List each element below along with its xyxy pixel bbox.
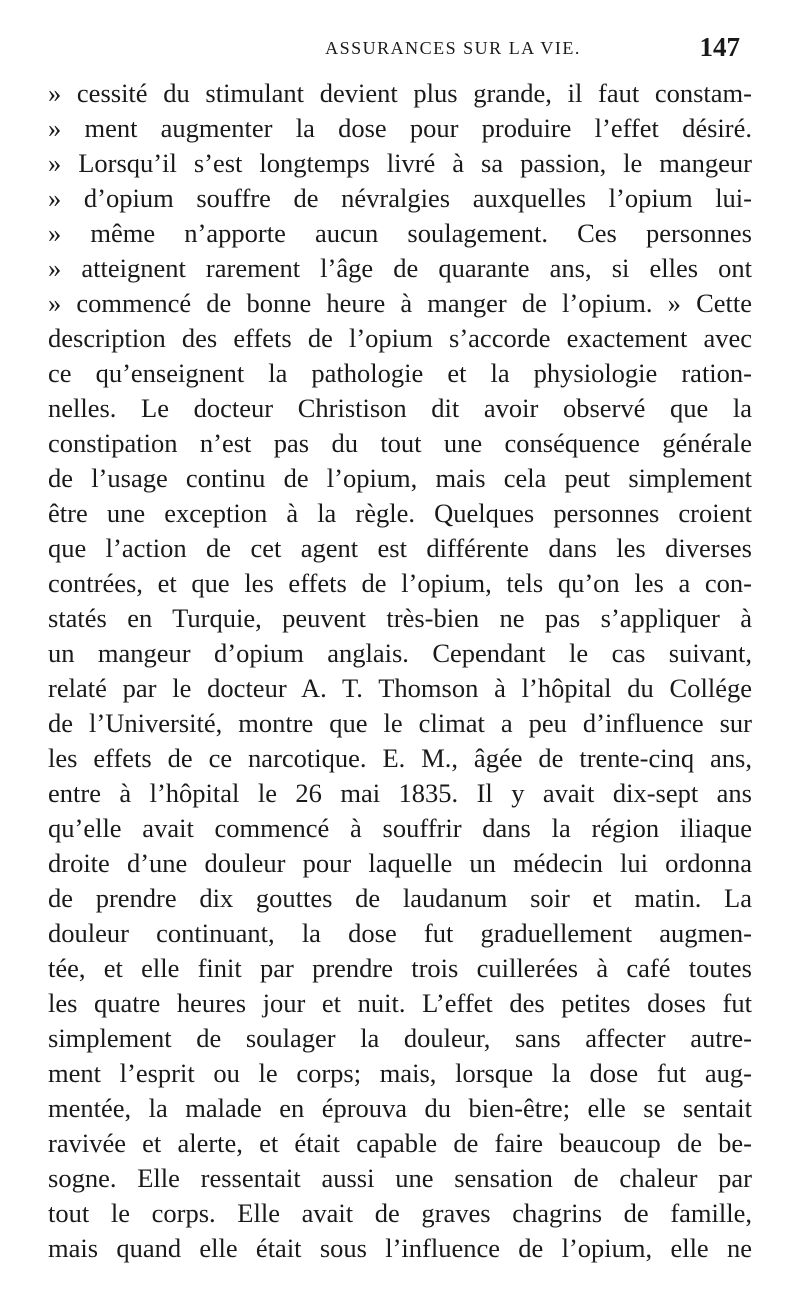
text-line: les quatre heures jour et nuit. L’effet des petites doses fut: [48, 988, 752, 1018]
page-header: [48, 30, 752, 70]
text-line: statés en Turquie, peuvent très-bien ne pas s’appliquer à: [48, 603, 752, 633]
text-line: » commencé de bonne heure à manger de l’opium. » Cette: [48, 288, 752, 318]
text-line: ce qu’enseignent la pathologie et la physiologie ration-: [48, 358, 752, 388]
text-line: » cessité du stimulant devient plus grande, il faut constam-: [48, 78, 752, 108]
text-line: tée, et elle finit par prendre trois cuillerées à café toutes: [48, 953, 752, 983]
text-line: » Lorsqu’il s’est longtemps livré à sa passion, le mangeur: [48, 148, 752, 178]
text-line: un mangeur d’opium anglais. Cependant le cas suivant,: [48, 638, 752, 668]
text-line: » atteignent rarement l’âge de quarante ans, si elles ont: [48, 253, 752, 283]
text-line: droite d’une douleur pour laquelle un médecin lui ordonna: [48, 848, 752, 878]
body-text: [48, 76, 752, 1266]
text-line: » même n’apporte aucun soulagement. Ces personnes: [48, 218, 752, 248]
text-line: mais quand elle était sous l’influence de l’opium, elle ne: [48, 1233, 752, 1263]
text-line: de prendre dix gouttes de laudanum soir et matin. La: [48, 883, 752, 913]
text-line: » d’opium souffre de névralgies auxquelles l’opium lui-: [48, 183, 752, 213]
text-line: entre à l’hôpital le 26 mai 1835. Il y avait dix-sept ans: [48, 778, 752, 808]
text-line: que l’action de cet agent est différente dans les diverses: [48, 533, 752, 563]
text-line: description des effets de l’opium s’accorde exactement avec: [48, 323, 752, 353]
text-line: constipation n’est pas du tout une conséquence générale: [48, 428, 752, 458]
text-line: de l’usage continu de l’opium, mais cela peut simplement: [48, 463, 752, 493]
text-line: contrées, et que les effets de l’opium, tels qu’on les a con-: [48, 568, 752, 598]
text-line: » ment augmenter la dose pour produire l’effet désiré.: [48, 113, 752, 143]
text-line: de l’Université, montre que le climat a peu d’influence sur: [48, 708, 752, 738]
text-line: sogne. Elle ressentait aussi une sensation de chaleur par: [48, 1163, 752, 1193]
text-line: relaté par le docteur A. T. Thomson à l’hôpital du Collége: [48, 673, 752, 703]
text-line: mentée, la malade en éprouva du bien-être; elle se sentait: [48, 1093, 752, 1123]
text-line: simplement de soulager la douleur, sans affecter autre-: [48, 1023, 752, 1053]
text-line: qu’elle avait commencé à souffrir dans la région iliaque: [48, 813, 752, 843]
text-line: nelles. Le docteur Christison dit avoir observé que la: [48, 393, 752, 423]
running-head: ASSURANCES SUR LA VIE.: [325, 38, 581, 58]
text-line: être une exception à la règle. Quelques personnes croient: [48, 498, 752, 528]
text-line: ment l’esprit ou le corps; mais, lorsque la dose fut aug-: [48, 1058, 752, 1088]
text-line: tout le corps. Elle avait de graves chagrins de famille,: [48, 1198, 752, 1228]
page-number: 147: [699, 32, 740, 62]
text-line: les effets de ce narcotique. E. M., âgée de trente-cinq ans,: [48, 743, 752, 773]
text-line: ravivée et alerte, et était capable de faire beaucoup de be-: [48, 1128, 752, 1158]
text-line: douleur continuant, la dose fut graduellement augmen-: [48, 918, 752, 948]
